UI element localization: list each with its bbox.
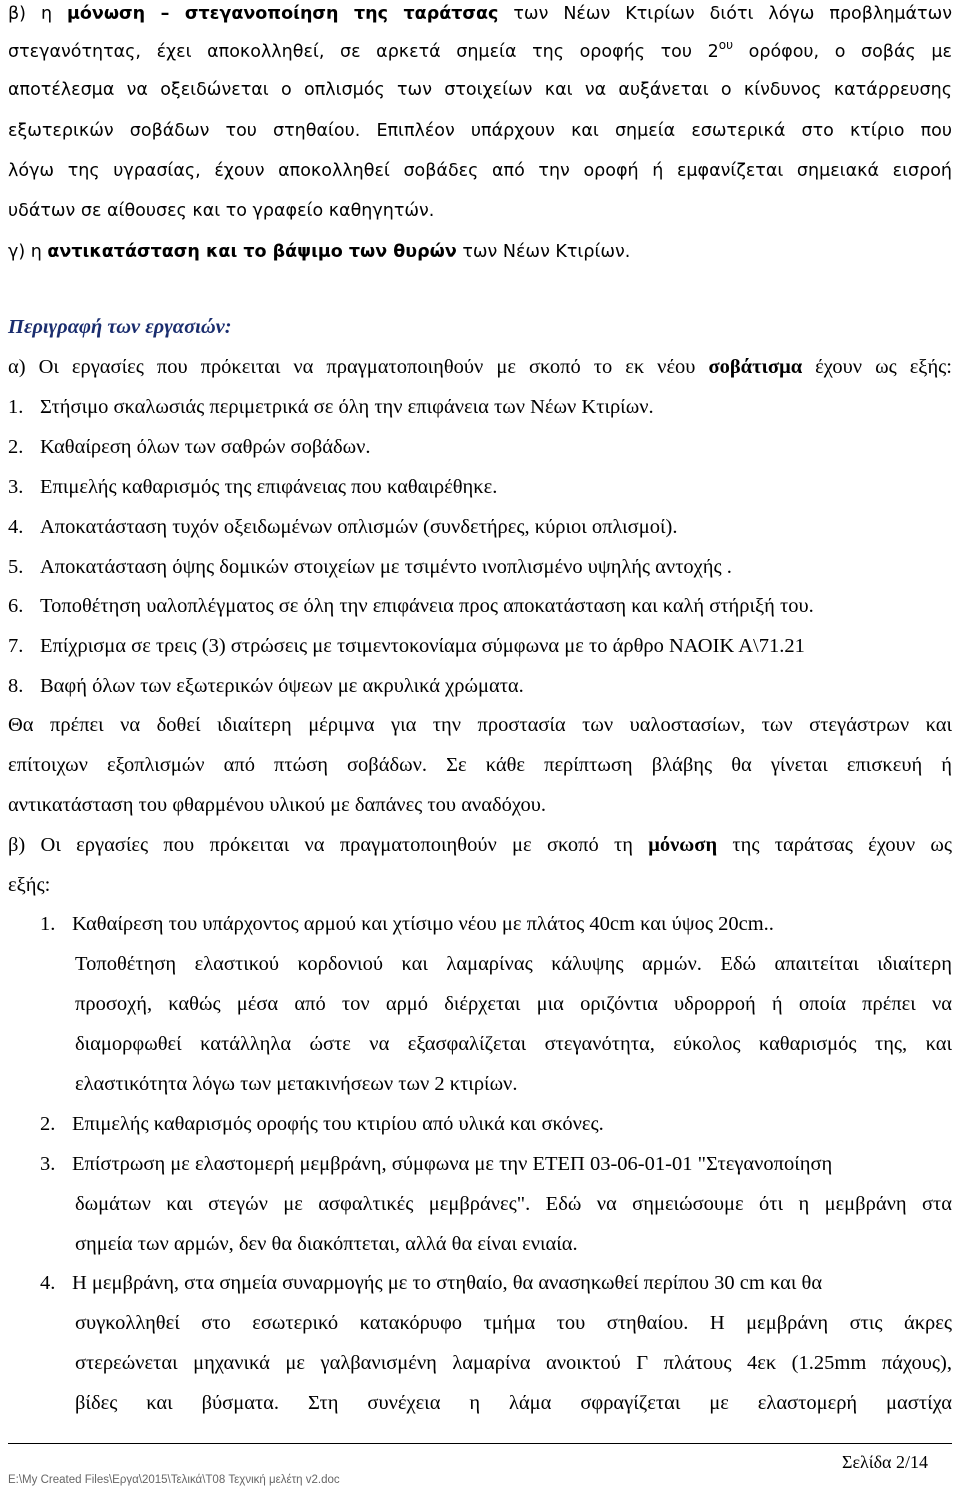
beta-item-4-line-3: στερεώνεται μηχανικά με γαλβανισμένη λαμαρίνα ανοικτού Γ πλάτους 4εκ (1.25mm πάχους), [75,1352,952,1374]
footer-divider [8,1443,952,1444]
beta-item-1-line-3: προσοχή, καθώς μέσα από τον αρμό διέρχεται μια οριζόντια υδρορροή ή οποία πρέπει να [75,993,952,1015]
beta-intro: β) Οι εργασίες που πρόκειται να πραγματοποιηθούν με σκοπό τη μόνωση της ταράτσας έχουν ως [8,834,952,856]
file-path: E:\My Created Files\Εργα\2015\Τελικά\T08 Τεχνική μελέτη v2.doc [8,1474,340,1486]
alpha-item-7: 7. Επίχρισμα σε τρεις (3) στρώσεις με τσιμεντοκονίαμα σύμφωνα με το άρθρο ΝΑΟΙΚ Α\71.21 [8,635,805,657]
beta-item-4: 4. Η μεμβράνη, στα σημεία συναρμογής με το στηθαίο, θα ανασηκωθεί περίπου 30 cm και θα [40,1272,823,1294]
alpha-note-line-2: επίτοιχων εξοπλισμών από πτώση σοβάδων. Σε κάθε περίπτωση βλάβης θα γίνεται επισκευή ή [8,754,952,776]
alpha-item-4: 4. Αποκατάσταση τυχόν οξειδωμένων οπλισμών (συνδετήρες, κύριοι οπλισμοί). [8,516,678,538]
bold-term-doors: αντικατάσταση και το βάψιμο των θυρών [47,242,457,262]
alpha-note-line-3: αντικατάσταση του φθαρμένου υλικού με δαπάνες του αναδόχου. [8,794,547,816]
alpha-item-1: 1. Στήσιμο σκαλωσιάς περιμετρικά σε όλη την επιφάνεια των Νέων Κτιρίων. [8,396,654,418]
bold-term-plastering: σοβάτισμα [708,356,803,378]
beta-item-3-line-2: δωμάτων και στεγών με ασφαλτικές μεμβράνες". Εδώ να σημειώσουμε ότι η μεμβράνη στα [75,1193,952,1215]
alpha-item-8: 8. Βαφή όλων των εξωτερικών όψεων με ακρυλικά χρώματα. [8,675,524,697]
intro-line-7: γ) η αντικατάσταση και το βάψιμο των θυρών των Νέων Κτιρίων. [8,242,631,262]
alpha-note-line-1: Θα πρέπει να δοθεί ιδιαίτερη μέριμνα για την προστασία των υαλοστασίων, των στεγάστρων και [8,714,952,736]
intro-line-6: υδάτων σε αίθουσες και το γραφείο καθηγητών. [8,201,435,221]
section-heading: Περιγραφή των εργασιών: [8,316,232,338]
beta-item-4-line-2: συγκολληθεί στο εσωτερικό κατακόρυφο τμήμα του στηθαίου. Η μεμβράνη στις άκρες [75,1312,952,1334]
beta-item-1-line-2: Τοποθέτηση ελαστικού κορδονιού και λαμαρίνας κάλυψης αρμών. Εδώ απαιτείται ιδιαίτερη [75,953,952,975]
intro-line-3: αποτέλεσμα να οξειδώνεται ο οπλισμός των στοιχείων και να αυξάνεται ο κίνδυνος κατάρρευσης [8,80,952,100]
page-number: Σελίδα 2/14 [841,1452,928,1472]
beta-intro-line-2: εξής: [8,874,51,896]
beta-item-2: 2. Επιμελής καθαρισμός οροφής του κτιρίου από υλικά και σκόνες. [40,1113,604,1135]
alpha-intro: α) Οι εργασίες που πρόκειται να πραγματοποιηθούν με σκοπό το εκ νέου σοβάτισμα έχουν ως εξής: [8,356,952,378]
beta-item-4-line-4: βίδες και βύσματα. Στη συνέχεια η λάμα σφραγίζεται με ελαστομερή μαστίχα [75,1392,952,1414]
alpha-item-3: 3. Επιμελής καθαρισμός της επιφάνειας που καθαιρέθηκε. [8,476,498,498]
beta-item-1-line-4: διαμορφωθεί κατάλληλα ώστε να εξασφαλίζεται στεγανότητα, εύκολος καθαρισμός της, και [75,1033,952,1055]
beta-item-1-line-5: ελαστικότητα λόγω των μετακινήσεων των 2 κτιρίων. [75,1073,518,1095]
alpha-item-2: 2. Καθαίρεση όλων των σαθρών σοβάδων. [8,436,371,458]
bold-term-insulation-2: μόνωση [648,834,718,856]
intro-line-2: στεγανότητας, έχει αποκολληθεί, σε αρκετά σημεία της οροφής του $2^{o\upsilon}$ ορόφου, ο σοβάς με [8,38,952,62]
intro-line-1: β) η μόνωση – στεγανοποίηση της ταράτσας των Νέων Κτιρίων διότι λόγω προβλημάτων [8,4,953,24]
intro-line-4: εξωτερικών σοβάδων του στηθαίου. Επιπλέον υπάρχουν και σημεία εσωτερικά στο κτίριο που [8,121,952,141]
beta-item-3: 3. Επίστρωση με ελαστομερή μεμβράνη, σύμφωνα με την ΕΤΕΠ 03-06-01-01 "Στεγανοποίηση [40,1153,833,1175]
beta-item-1: 1. Καθαίρεση του υπάρχοντος αρμού και χτίσιμο νέου με πλάτος 40cm και ύψος 20cm.. [40,913,774,935]
alpha-item-5: 5. Αποκατάσταση όψης δομικών στοιχείων με τσιμέντο ινοπλισμένο υψηλής αντοχής . [8,556,732,578]
alpha-item-6: 6. Τοποθέτηση υαλοπλέγματος σε όλη την επιφάνεια προς αποκατάσταση και καλή στήριξή του. [8,595,814,617]
beta-item-3-line-3: σημεία των αρμών, δεν θα διακόπτεται, αλλά θα είναι ενιαία. [75,1233,578,1255]
intro-line-5: λόγω της υγρασίας, έχουν αποκολληθεί σοβάδες από την οροφή ή εμφανίζεται σημειακά εισροή [8,161,952,181]
superscript: ου [718,38,734,52]
bold-term-insulation: μόνωση – στεγανοποίηση της ταράτσας [67,4,499,24]
